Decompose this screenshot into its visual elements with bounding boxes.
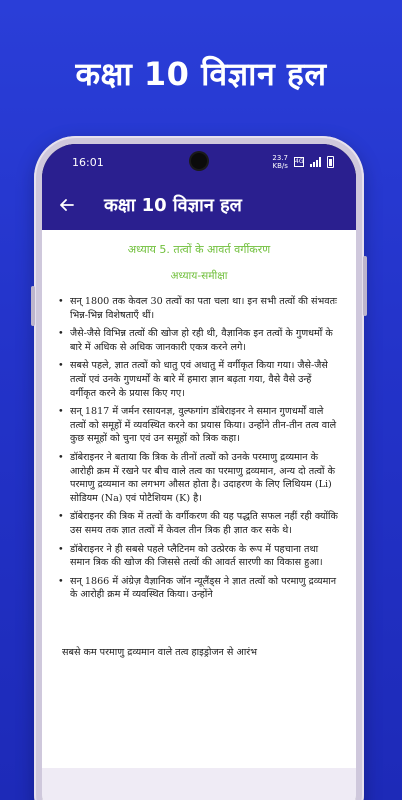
phone-frame <box>34 136 364 800</box>
status-icons <box>272 154 334 170</box>
arrow-left-icon <box>60 199 74 211</box>
app-bar <box>42 180 356 230</box>
power-button <box>363 256 367 316</box>
network-speed: 23.7 KB/s <box>272 154 288 170</box>
points-list <box>42 283 356 602</box>
volte-icon: 4G <box>295 158 304 165</box>
list-item: • डॉबेराइनर ने ही सबसे पहले प्लैटिनम को उत्प्रेरक के रूप में पहचाना तथा समान त्रिक की खोज की जिससे तत्वों की आवर्त सारणी का विकास हुआ। <box>58 543 340 570</box>
front-camera <box>191 153 207 169</box>
summary-text: सबसे कम परमाणु द्रव्यमान वाले तत्व हाइड्रोजन से आरंभ <box>62 646 257 658</box>
list-item: • सबसे पहले, ज्ञात तत्वों को धातु एवं अधातु में वर्गीकृत किया गया। जैसे-जैसे तत्वों एवं उनके गुणधर्मों के बारे में हमारा ज्ञान बढ़ता गया, वैसे वैसे उन्हें वर्गीकृत करने के प्रयास किए गए। <box>58 359 340 400</box>
status-time: 16:01 <box>72 155 104 169</box>
volume-button <box>31 286 35 326</box>
list-item: • सन् 1817 में जर्मन रसायनज्ञ, वुल्फगांग डॉबेराइनर ने समान गुणधर्मों वाले तत्वों को समूहों में व्यवस्थित करने का प्रयास किया। उन्होंने तीन-तीन तत्व वाले कुछ समूहों को चुना एवं उन समूहों को त्रिक कहा। <box>58 405 340 446</box>
back-button[interactable] <box>42 180 92 230</box>
list-item: • सन् 1866 में अंग्रेज़ वैज्ञानिक जॉन न्यूलैंड्स ने ज्ञात तत्वों को परमाणु द्रव्यमान के आरोही क्रम में व्यवस्थित किया। उन्होंने <box>58 575 340 602</box>
list-item: • जैसे-जैसे विभिन्न तत्वों की खोज हो रही थी, वैज्ञानिक इन तत्वों के गुणधर्मों के बारे में अधिक से अधिक जानकारी एकत्र करने लगे। <box>58 327 340 354</box>
battery-icon <box>327 156 334 168</box>
signal-icon <box>310 157 321 167</box>
chapter-title: अध्याय 5. तत्वों के आवर्त वर्गीकरण <box>127 243 271 256</box>
list-item: • डॉबेराइनर की त्रिक में तत्वों के वर्गीकरण की यह पद्धति सफल नहीं रही क्योंकि उस समय तक ज्ञात तत्वों में केवल तीन त्रिक ही ज्ञात कर सके थे। <box>58 510 340 537</box>
app-title: कक्षा 10 विज्ञान हल <box>104 195 242 216</box>
banner-title: कक्षा 10 विज्ञान हल <box>75 55 327 93</box>
bottom-navigation-area <box>42 768 356 800</box>
phone-screen <box>42 144 356 800</box>
list-item: • डॉबेराइनर ने बताया कि त्रिक के तीनों तत्वों को उनके परमाणु द्रव्यमान के आरोही क्रम में रखने पर बीच वाले तत्व का परमाणु द्रव्यमान, अन्य दो तत्वों के परमाणु द्रव्यमान का लगभग औसत होता है। उदाहरण के लिए लिथियम (Li) सोडियम (Na) एवं पोटैशियम (K) है। <box>58 451 340 505</box>
list-item: • सन् 1800 तक केवल 30 तत्वों का पता चला था। इन सभी तत्वों की संभवतः भिन्न-भिन्न विशेषताएँ थीं। <box>58 295 340 322</box>
section-title: अध्याय-समीक्षा <box>170 270 228 282</box>
content-area[interactable] <box>42 230 356 800</box>
